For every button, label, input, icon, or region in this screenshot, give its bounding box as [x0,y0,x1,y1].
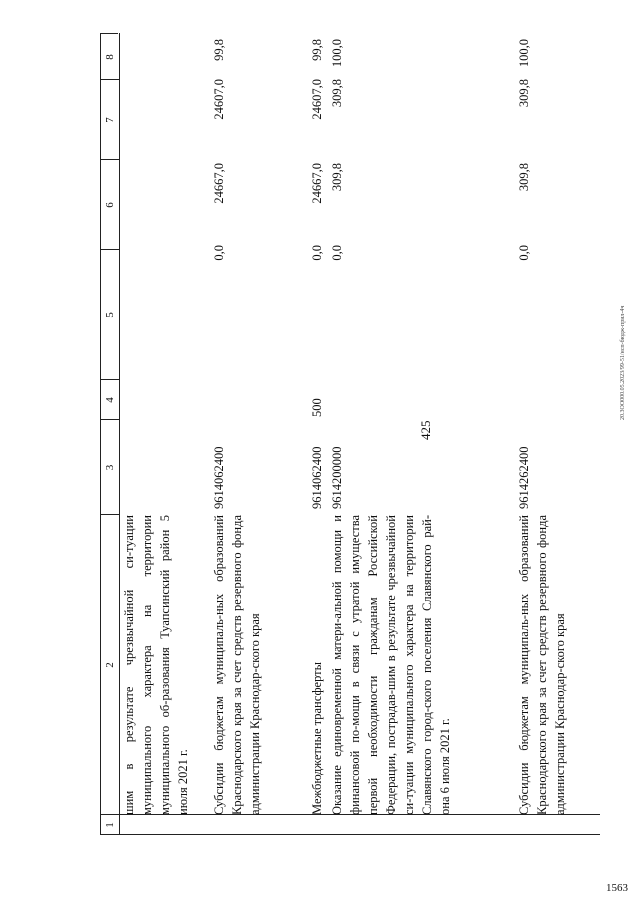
row-value-col7: 309,8 [330,79,344,108]
row-description: Субсидии бюджетам муниципаль-ных образований Краснодарского края за счет средств резервного фонда администрации Краснодар-ского края [517,515,567,815]
column-header-row [100,33,120,835]
row-value-col5: 0,0 [330,245,344,261]
row-value-col5: 0,0 [310,245,324,261]
row-value-col8: 100,0 [330,39,344,68]
row-description: Оказание единовременной матери-альной помощи и финансовой по-мощи в связи с утратой имущества первой необходимости гражданам Российской Федерации, пострадав-шим в результате чрезвычайной си-туации муниципального характера на территории Славянского город-ского поселения Славянского рай-она 6 июля 2021 г. [330,515,452,815]
column-header: 7 [104,117,116,123]
budget-table [100,33,600,835]
column-header: 6 [104,202,116,208]
row-value-col8: 99,8 [310,39,324,61]
column-header: 5 [104,312,116,318]
row-description: шим в результате чрезвычайной си-туации муниципального характера на территории муниципального об-разования Туапсинский район 5 июля 2021 г. [122,515,190,815]
row-value-col7: 24607,0 [310,79,324,120]
row-value-col7: 309,8 [517,79,531,108]
column-header: 3 [104,464,116,471]
column-header: 2 [104,662,116,668]
column-header: 1 [104,822,116,828]
row-code: 9614062400 [212,446,226,509]
row-value-col8: 100,0 [517,39,531,68]
row-code: 9614062400 [310,446,324,509]
sheet-number: 1563 [606,882,628,894]
row-value-col6: 24667,0 [212,163,226,204]
row-category: 500 [310,398,324,417]
row-value-col5: 0,0 [212,245,226,261]
row-value-col6: 309,8 [330,163,344,192]
table-border [100,834,600,835]
row-value-col5: 0,0 [517,245,531,261]
row-value-col6: 309,8 [517,163,531,192]
row-code: 9614200000 [330,446,344,509]
footer-code: 20.3ОО000.05.2023/99-51/нсп-бюдж-прил-4ч [620,305,626,420]
row-value-col8: 99,8 [212,39,226,61]
row-description: Межбюджетные трансферты [310,661,324,815]
row-value-col7: 24607,0 [212,79,226,120]
row-code: 9614262400 [517,446,531,509]
row-description: Субсидии бюджетам муниципаль-ных образований Краснодарского края за счет средств резервного фонда администрации Краснодар-ского края [212,515,262,815]
page-number: 425 [418,420,433,440]
row-value-col6: 24667,0 [310,163,324,204]
column-header: 8 [104,54,116,60]
column-header: 4 [104,397,116,403]
